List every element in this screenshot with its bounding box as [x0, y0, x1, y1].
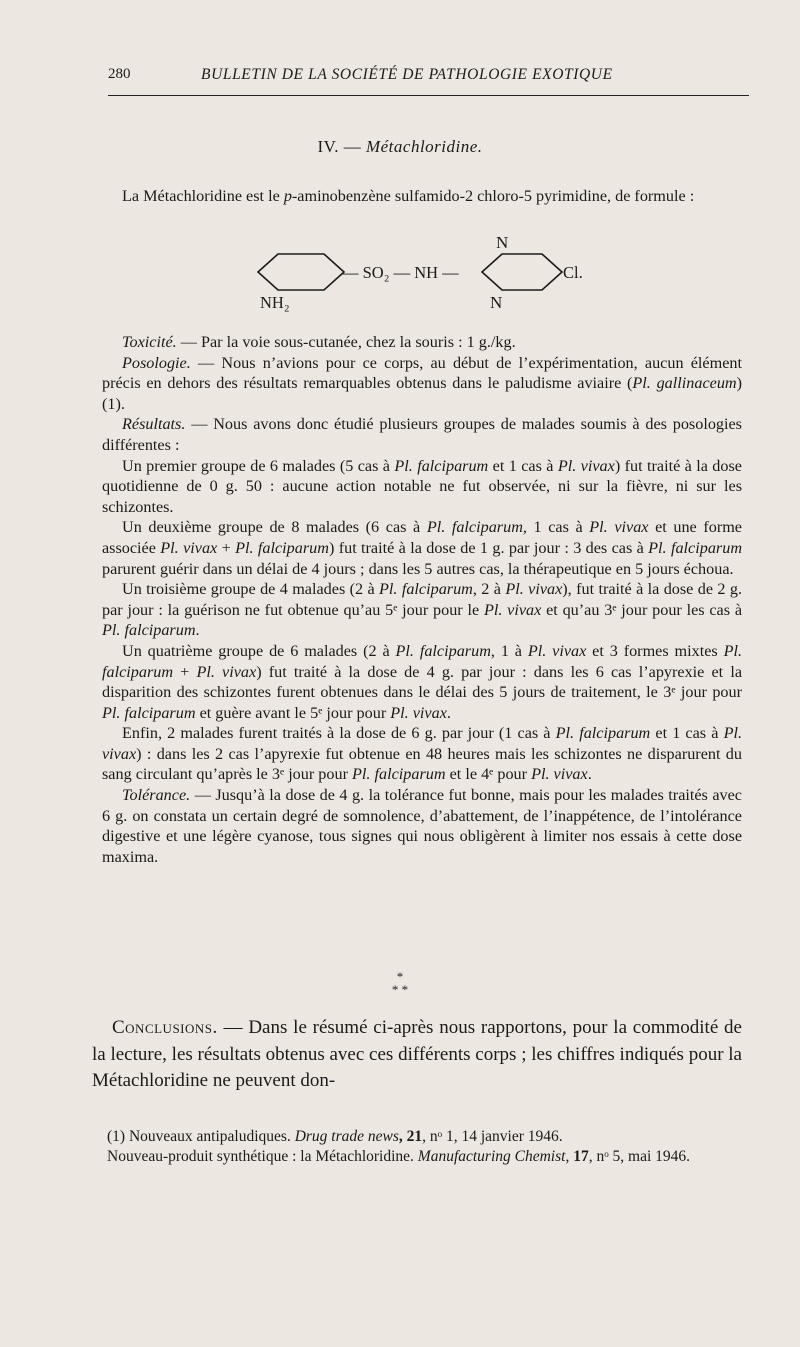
- resultats-text: — Nous avons donc étudié plusieurs groupes de malades soumis à des posologies différentes :: [102, 415, 742, 454]
- species-name: Pl. vivax: [589, 518, 649, 537]
- footnote-2-text: Nouveau-produit synthétique : la Métachloridine.: [107, 1148, 418, 1165]
- species-name: Pl. vivax: [390, 703, 447, 722]
- species-name: Pl. falciparum: [555, 724, 651, 743]
- intro-paragraph: [102, 186, 742, 207]
- tolerance-paragraph: [102, 785, 742, 867]
- resultats-label: Résultats.: [122, 415, 186, 434]
- g3-text-a: Un troisième groupe de 4 malades (2 à: [122, 580, 380, 599]
- species-name: Pl. falciparum: [395, 641, 491, 660]
- g4-text-g: .: [446, 703, 451, 722]
- species-name: Pl. vivax: [102, 724, 742, 763]
- g2-text-c: et une forme associée: [102, 518, 742, 557]
- g4-text-a: Un quatrième groupe de 6 malades (2 à: [122, 641, 396, 660]
- group3-paragraph: [102, 579, 742, 641]
- species-name: Pl. falciparum: [235, 538, 329, 557]
- g5-text-b: et 1 cas à: [650, 724, 724, 743]
- species-name: Pl. falciparum: [102, 641, 742, 681]
- journal-title: Manufacturing Chemist: [417, 1148, 566, 1165]
- g5-text-a: Enfin, 2 malades furent traités à la dose de 6 g. par jour (1 cas à: [122, 724, 556, 743]
- g4-text-f: et guère avant le 5ᵉ jour pour: [195, 703, 391, 722]
- g1-text-b: et 1 cas à: [488, 456, 558, 475]
- g1-text-c: ) fut traité à la dose quotidienne de 0 g. 50 : aucune action notable ne fut observée, ni sur la fièvre, ni sur les schizontes.: [102, 456, 742, 516]
- formula-n-bottom: N: [490, 293, 503, 312]
- formula-nh2: NH₂: [260, 293, 290, 312]
- section-name: Métachloridine.: [365, 137, 483, 156]
- separator-stars-bottom: * *: [391, 982, 409, 997]
- conclusions-paragraph: [92, 1015, 742, 1095]
- page-header: [108, 66, 748, 88]
- volume-number: , 21: [398, 1128, 423, 1145]
- intro-text: La Métachloridine est le: [122, 187, 284, 205]
- para-prefix: p: [283, 187, 292, 205]
- g4-text-d: +: [173, 662, 197, 681]
- g2-text-f: parurent guérir dans un délai de 4 jours ; dans les 5 autres cas, la thérapeutique en 5 jours échoua.: [102, 559, 734, 578]
- g3-text-e: .: [195, 621, 200, 640]
- species-name: Pl. vivax: [557, 456, 615, 475]
- g3-text-b: , 2 à: [472, 580, 506, 599]
- resultats-paragraph: [102, 414, 742, 455]
- formula-cl: Cl.: [563, 263, 583, 282]
- tolerance-text: — Jusqu’à la dose de 4 g. la tolérance fut bonne, mais pour les malades traités avec 6 g. on constata un certain degré de somnolence, d’abattement, de l’inappétence, de l’intolérance digestive et une légère cyanose, tous signes qui nous obligèrent à limiter nos essais à cette dose maxima.: [102, 786, 742, 866]
- species-name: Pl. falciparum: [426, 518, 523, 537]
- toxicite-label: Toxicité.: [122, 333, 177, 351]
- section-numeral: IV. —: [317, 137, 366, 156]
- conclusions-label: Conclusions.: [112, 1017, 218, 1038]
- chemical-formula: [250, 228, 590, 312]
- g2-text-a: Un deuxième groupe de 8 malades (6 cas à: [122, 518, 427, 537]
- species-name: Pl. vivax: [160, 538, 218, 557]
- species-name: Pl. falciparum: [102, 621, 196, 640]
- body-text: [102, 332, 742, 867]
- species-name: Pl. falciparum: [102, 703, 196, 722]
- toxicite-paragraph: [102, 332, 742, 353]
- page-number: 280: [108, 66, 131, 82]
- formula-chain: — SO₂ — NH —: [342, 263, 459, 282]
- species-name: Pl. falciparum: [648, 538, 743, 557]
- g4-text-c: et 3 formes mixtes: [586, 641, 724, 660]
- footnote-2-end: , nᵒ 5, mai 1946.: [588, 1148, 691, 1165]
- g4-text-b: , 1 à: [490, 641, 528, 660]
- species-name: Pl. vivax: [527, 641, 587, 660]
- species-name: Pl. falciparum: [394, 456, 489, 475]
- footnote-2: [80, 1147, 742, 1167]
- running-title: BULLETIN DE LA SOCIÉTÉ DE PATHOLOGIE EXOTIQUE: [201, 66, 613, 83]
- posologie-label: Posologie.: [122, 353, 191, 372]
- footnote-1-text: (1) Nouveaux antipaludiques.: [107, 1128, 295, 1145]
- pyrimidine-ring: [482, 254, 562, 290]
- footnote-2-comma: ,: [565, 1148, 570, 1165]
- g5-text-d: et le 4ᵉ pour: [445, 765, 532, 784]
- species-name: Pl. gallinaceum: [632, 374, 737, 393]
- g3-text-c: ), fut traité à la dose de 2 g. par jour : la guérison ne fut obtenue qu’au 5ᵉ jour pour le: [102, 580, 742, 619]
- group2-paragraph: [102, 517, 742, 579]
- species-name: Pl. vivax: [196, 662, 257, 681]
- group1-paragraph: [102, 456, 742, 518]
- species-name: Pl. vivax: [531, 765, 588, 784]
- posologie-text: — Nous n’avions pour ce corps, au début de l’expérimentation, aucun élément précis en dehors des résultats remarquables obtenus dans le paludisme aviaire (: [102, 353, 742, 393]
- g3-text-d: et qu’au 3ᵉ jour pour les cas à: [541, 600, 743, 619]
- footnote-1-end: , nᵒ 1, 14 janvier 1946.: [422, 1128, 563, 1145]
- g2-text-b: , 1 cas à: [522, 518, 590, 537]
- g5-text-e: .: [587, 765, 592, 784]
- footnote-1: [80, 1127, 742, 1147]
- toxicite-text: — Par la voie sous-cutanée, chez la souris : 1 g./kg.: [176, 333, 516, 351]
- conclusions-text: — Dans le résumé ci-après nous rapportons, pour la commodité de la lecture, les résultats obtenus avec ces différents corps ; les chiffres indiqués pour la Métachloridine ne peuvent don-: [92, 1017, 742, 1091]
- g2-text-e: ) fut traité à la dose de 1 g. par jour : 3 des cas à: [328, 538, 649, 557]
- species-name: Pl. vivax: [505, 580, 563, 599]
- g5-text-c: ) : dans les 2 cas l’apyrexie fut obtenue en 48 heures mais les schizontes ne disparurent du sang circulant qu’après le 3ᵉ jour pour: [102, 744, 742, 784]
- tolerance-label: Tolérance.: [122, 786, 191, 805]
- footnotes: [80, 1127, 742, 1167]
- g1-text-a: Un premier groupe de 6 malades (5 cas à: [122, 456, 395, 475]
- species-name: Pl. vivax: [483, 600, 542, 619]
- formula-n-top: N: [496, 233, 509, 252]
- journal-title: Drug trade news: [294, 1128, 399, 1145]
- g4-text-e: ) fut traité à la dose de 4 g. par jour : dans les 6 cas l’apyrexie et la disparition des schizontes furent obtenues dans le délai des 5 jours de traitement, le 3ᵉ jour pour: [102, 662, 743, 702]
- g2-text-d: +: [217, 538, 236, 557]
- posologie-end: ) (1).: [102, 374, 742, 413]
- benzene-ring: [258, 254, 344, 290]
- intro-text-continued: -aminobenzène sulfamido-2 chloro-5 pyrimidine, de formule :: [291, 187, 695, 205]
- separator-star-top: *: [396, 969, 404, 984]
- posologie-paragraph: [102, 353, 742, 415]
- section-title: [0, 137, 800, 157]
- species-name: Pl. falciparum: [352, 765, 446, 784]
- species-name: Pl. falciparum: [379, 580, 473, 599]
- group4-paragraph: [102, 641, 742, 723]
- volume-number: 17: [573, 1148, 589, 1165]
- group5-paragraph: [102, 723, 742, 785]
- header-rule: [108, 95, 749, 96]
